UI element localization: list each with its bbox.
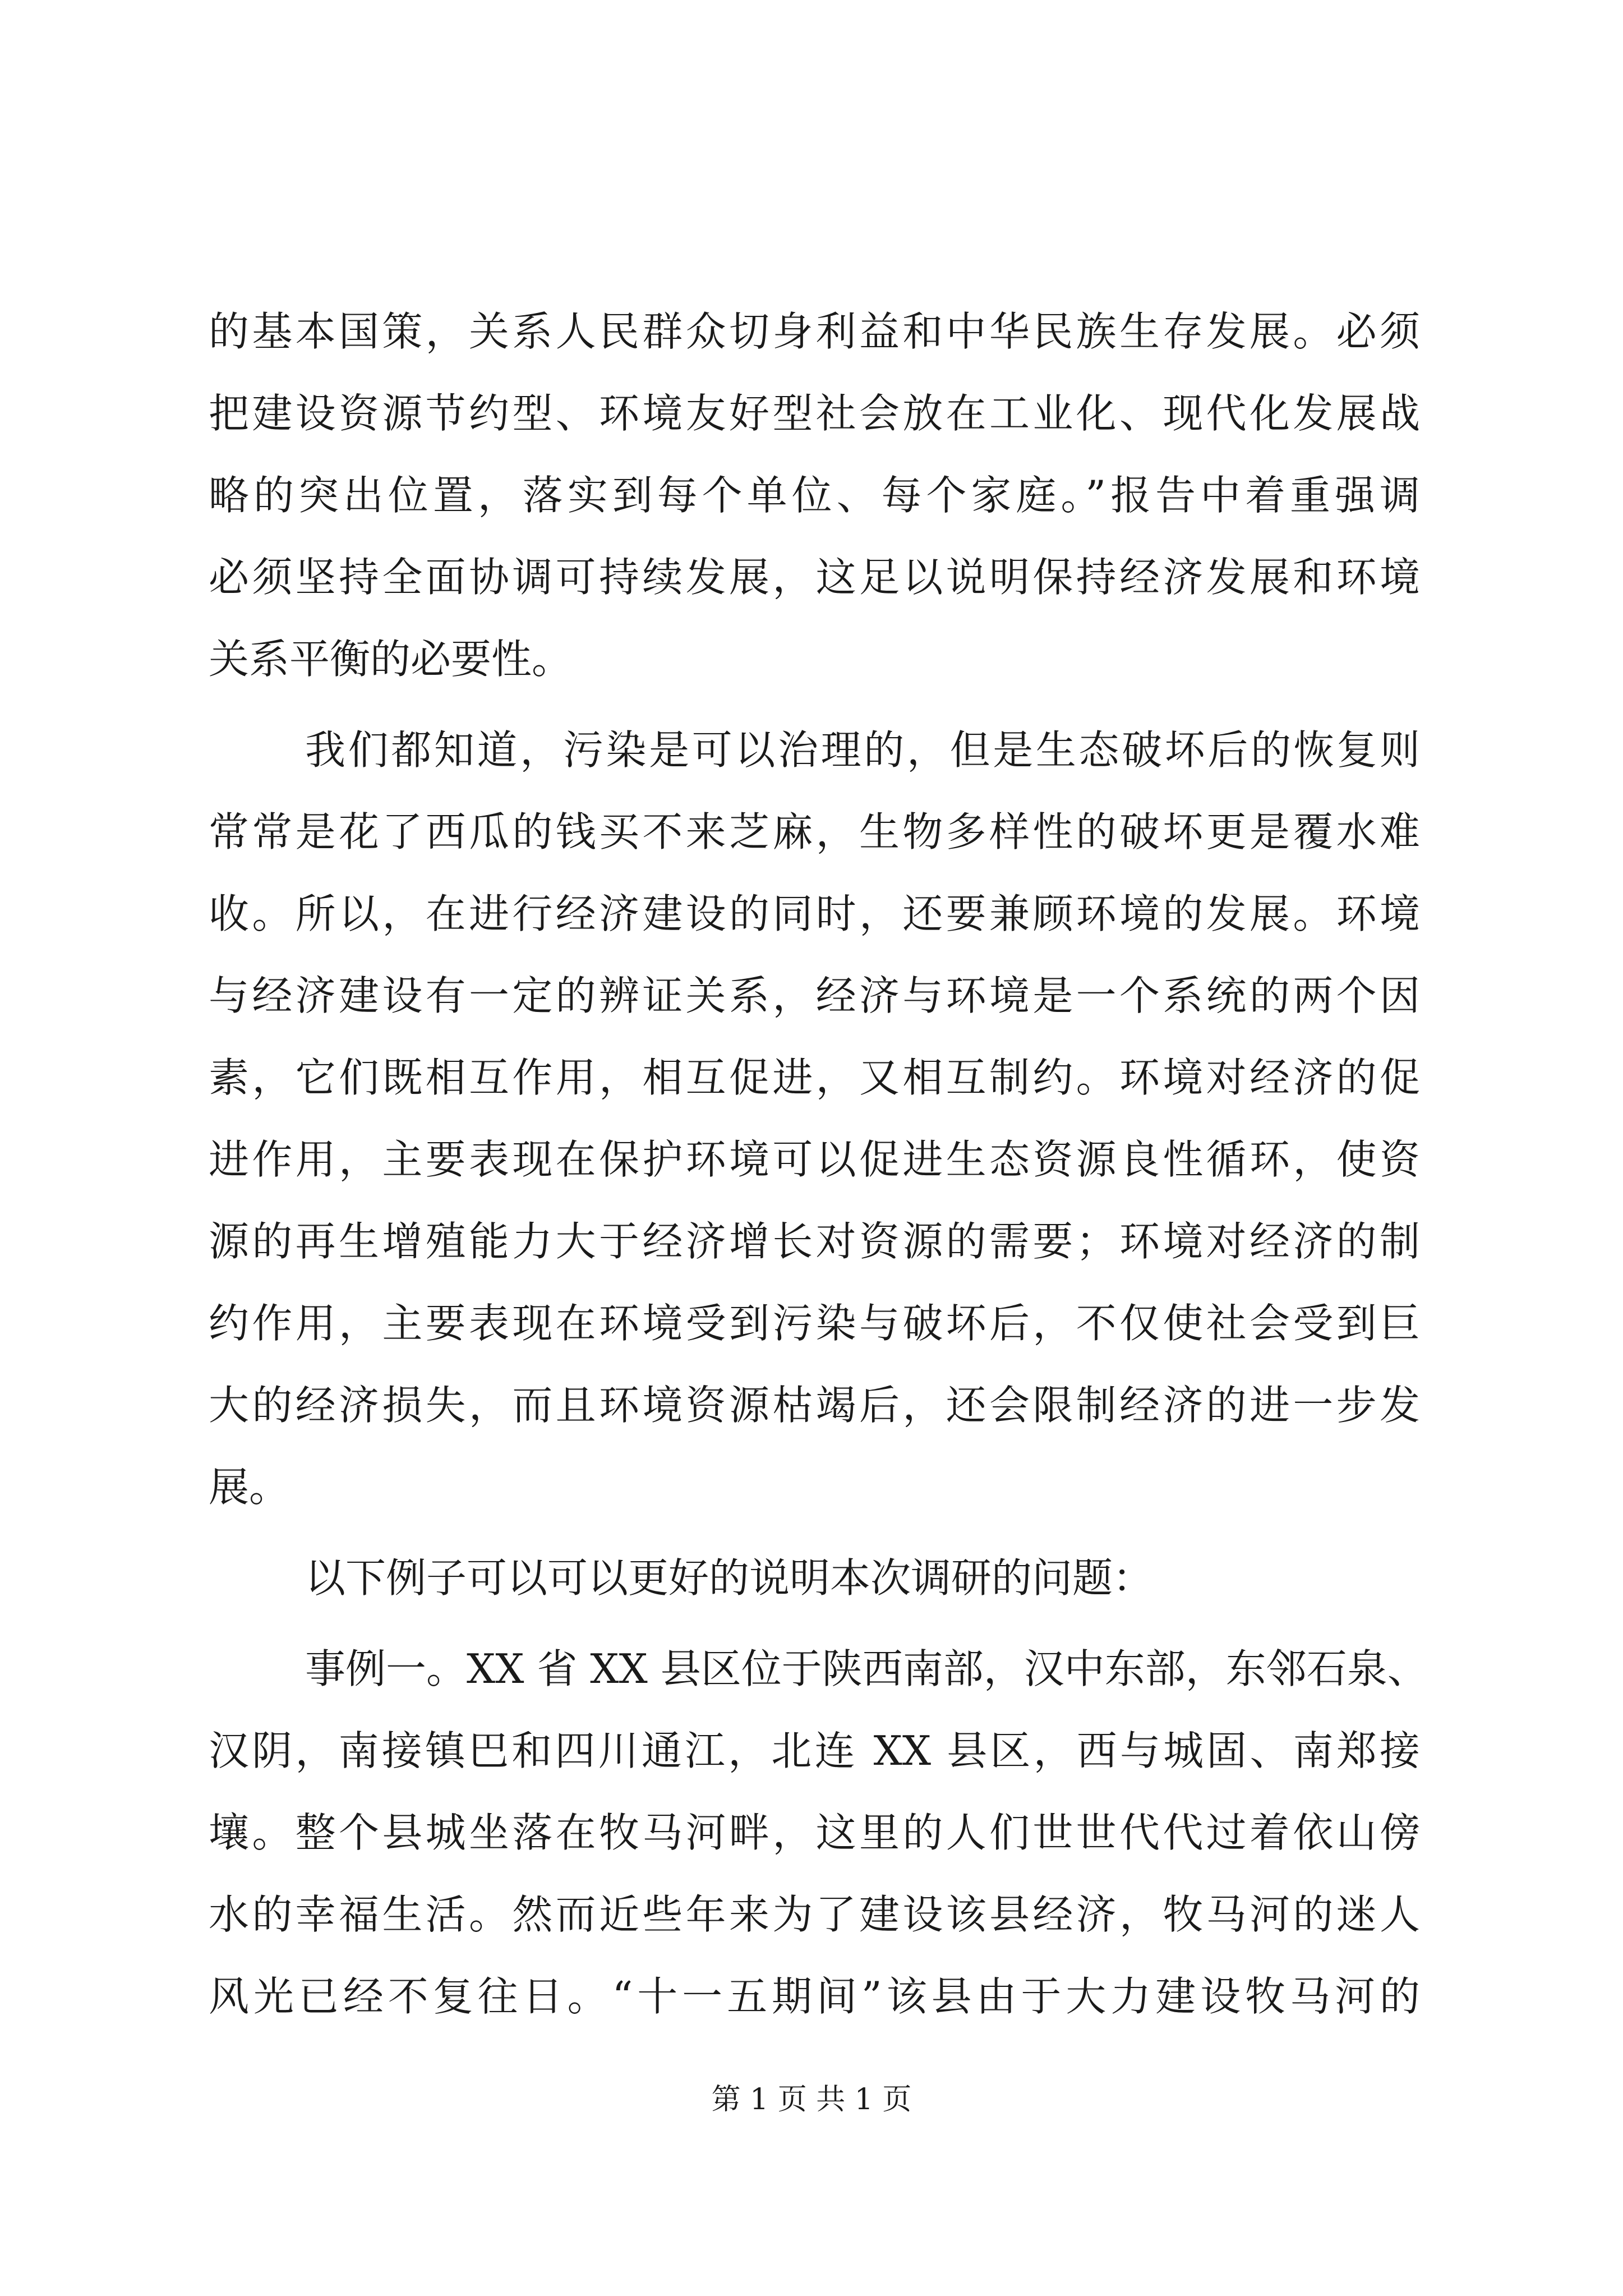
paragraph [209,709,1420,1528]
text-line: 关系平衡的必要性。 [209,636,573,683]
text-line: 略的突出位置，落实到每个单位、每个家庭。”报告中着重强调 [209,472,1420,519]
text-line: 大的经济损失，而且环境资源枯竭后，还会限制经济的进一步发 [209,1382,1420,1429]
document-body [209,291,1428,2037]
text-line: 把建设资源节约型、环境友好型社会放在工业化、现代化发展战 [209,390,1420,437]
text-line: 约作用，主要表现在环境受到污染与破坏后，不仅使社会受到巨 [209,1300,1420,1347]
text-line: 汉阴，南接镇巴和四川通江，北连 XX 县区，西与城固、南郑接 [209,1727,1420,1774]
text-line: 水的幸福生活。然而近些年来为了建设该县经济，牧马河的迷人 [209,1891,1420,1938]
text-line: 以下例子可以可以更好的说明本次调研的问题： [305,1554,1154,1602]
paragraph [209,291,1420,700]
text-line: 素，它们既相互作用，相互促进，又相互制约。环境对经济的促 [209,1054,1420,1101]
text-line: 源的再生增殖能力大于经济增长对资源的需要；环境对经济的制 [209,1218,1420,1265]
text-line: 我们都知道，污染是可以治理的，但是生态破坏后的恢复则 [305,726,1420,774]
text-line: 展。 [209,1464,290,1511]
page-number-footer: 第 1 页 共 1 页 [711,2083,912,2116]
text-line: 常常是花了西瓜的钱买不来芝麻，生物多样性的破坏更是覆水难 [209,808,1420,855]
text-line: 收。所以，在进行经济建设的同时，还要兼顾环境的发展。环境 [209,890,1420,937]
paragraph [209,1628,1428,2037]
paragraph [209,1537,1420,1619]
text-line: 与经济建设有一定的辨证关系，经济与环境是一个系统的两个因 [209,972,1420,1019]
text-line: 壤。整个县城坐落在牧马河畔，这里的人们世世代代过着依山傍 [209,1809,1420,1856]
text-line: 事例一。XX 省 XX 县区位于陕西南部，汉中东部，东邻石泉、 [305,1645,1428,1692]
text-line: 的基本国策，关系人民群众切身利益和中华民族生存发展。必须 [209,308,1420,355]
text-line: 进作用，主要表现在保护环境可以促进生态资源良性循环，使资 [209,1136,1420,1183]
text-line: 风光已经不复往日。“十一五期间”该县由于大力建设牧马河的 [209,1973,1420,2020]
text-line: 必须坚持全面协调可持续发展，这足以说明保持经济发展和环境 [209,554,1420,601]
